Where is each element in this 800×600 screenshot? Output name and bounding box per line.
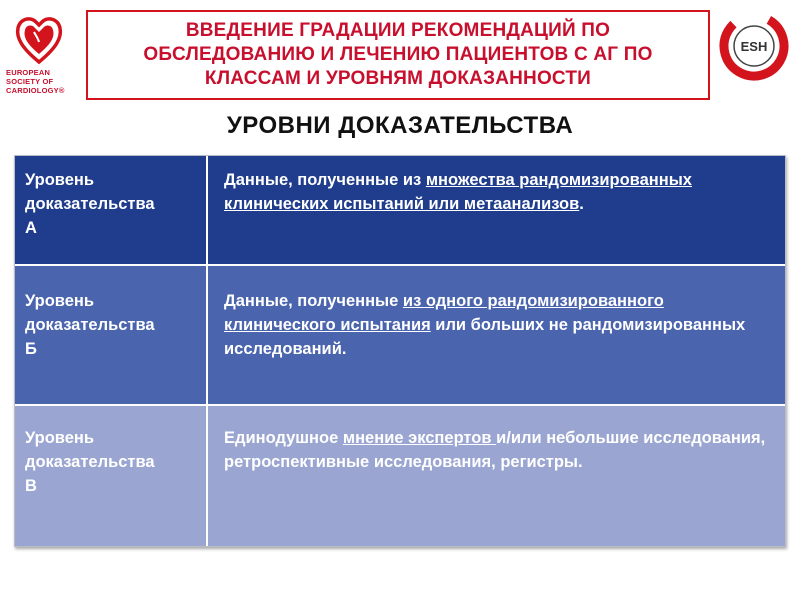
evidence-levels-table (14, 155, 786, 547)
esh-logo-text: ESH (740, 39, 768, 54)
description-cell (208, 266, 785, 404)
esc-logo-text: EUROPEAN SOCIETY OF CARDIOLOGY® (6, 68, 65, 95)
description-part: или больших не рандомизированных исследований. (224, 316, 746, 358)
level-label: Уровень доказательства Б (25, 292, 155, 358)
description-text (224, 168, 775, 216)
level-cell (15, 406, 208, 546)
description-cell (208, 406, 785, 546)
description-underlined: мнение экспертов (342, 429, 497, 447)
table-row-level-c (15, 404, 785, 546)
table-row-level-b (15, 264, 785, 404)
description-part: и/или небольшие исследования, ретроспективные исследования, регистры. (224, 429, 766, 471)
description-text (224, 426, 775, 474)
esc-logo (6, 14, 72, 100)
description-underlined: множества рандомизированных клинических испытаний или метаанализов (224, 171, 692, 213)
description-part: Данные, полученные из (224, 171, 426, 189)
title-box (86, 10, 710, 100)
table-row-level-a (15, 156, 785, 264)
page-title: ВВЕДЕНИЕ ГРАДАЦИИ РЕКОМЕНДАЦИЙ ПО ОБСЛЕДОВАНИЮ И ЛЕЧЕНИЮ ПАЦИЕНТОВ С АГ ПО КЛАССАМ И УРОВНЯМ ДОКАЗАННОСТИ (143, 20, 653, 89)
esh-logo (718, 10, 790, 90)
level-label: Уровень доказательства В (25, 429, 155, 495)
level-cell (15, 266, 208, 404)
description-underlined: из одного рандомизированного клинического испытания (224, 292, 664, 334)
description-part: Данные, полученные (224, 292, 403, 310)
esh-ring-icon (718, 10, 790, 82)
description-cell (208, 156, 785, 264)
description-part: . (579, 195, 584, 213)
level-cell (15, 156, 208, 264)
esc-heart-icon (14, 14, 64, 66)
subtitle: УРОВНИ ДОКАЗАТЕЛЬСТВА (226, 112, 574, 139)
level-label: Уровень доказательства А (25, 171, 155, 237)
description-text (224, 289, 775, 361)
description-part: Единодушное (224, 429, 343, 447)
